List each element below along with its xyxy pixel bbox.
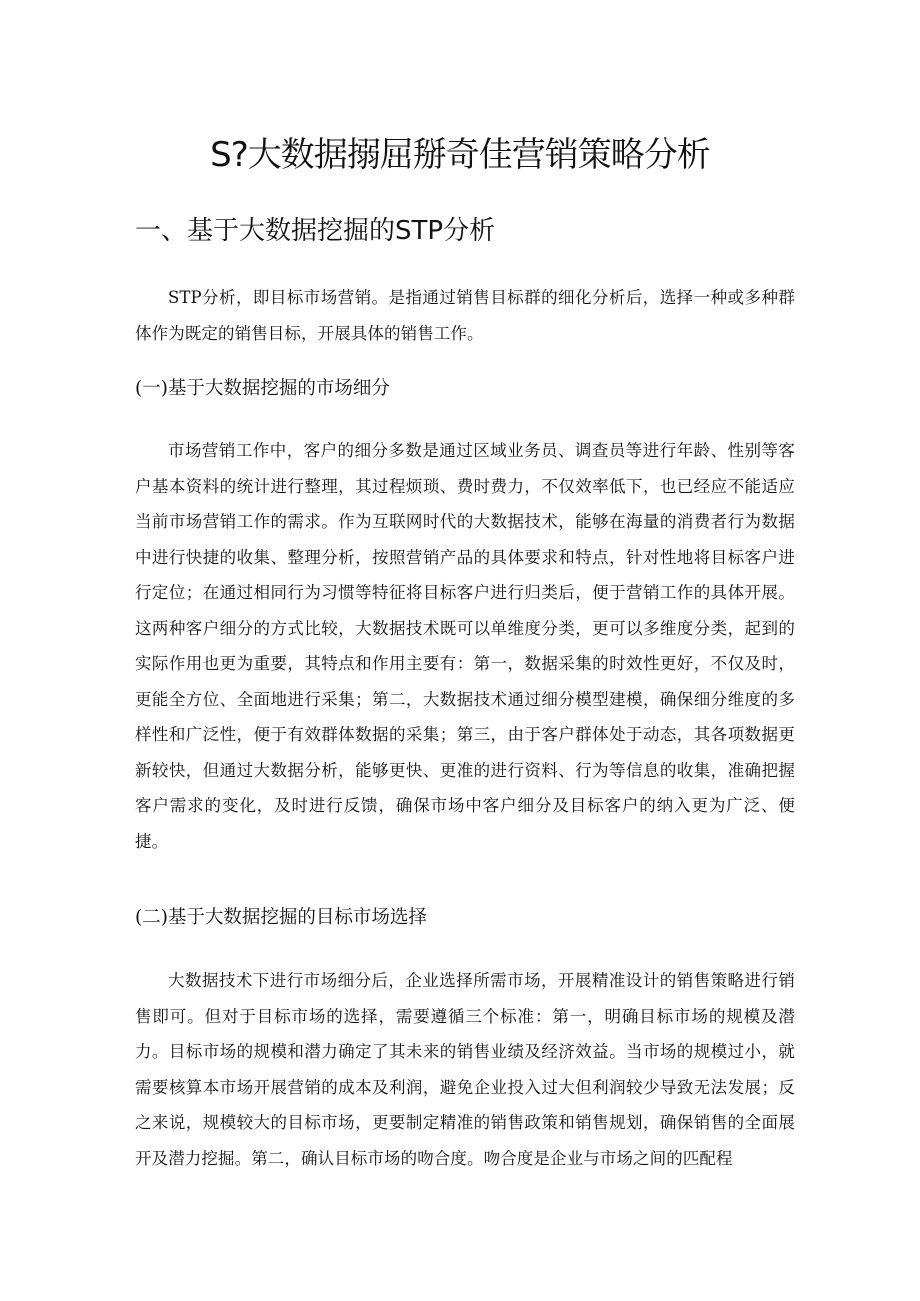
document-title: S?大数据搦屈掰奇佳营销策略分析 [210,135,710,175]
target-market-paragraph: 大数据技术下进行市场细分后，企业选择所需市场，开展精准设计的销售策略进行销售即可。但对于目标市场的选择，需要遵循三个标准：第一，明确目标市场的规模及潜力。目标市场的规模和潜力确定了其未来的销售业绩及经济效益。当市场的规模过小，就需要核算本市场开展营销的成本及利润，避免企业投入过大但利润较少导致无法发展；反之来说，规模较大的目标市场，更要制定精准的销售政策和销售规划，确保销售的全面展开及潜力挖掘。第二，确认目标市场的吻合度。吻合度是企业与市场之间的匹配程 [135,971,795,1168]
segmentation-paragraph: 市场营销工作中，客户的细分多数是通过区域业务员、调查员等进行年龄、性别等客户基本资料的统计进行整理，其过程烦琐、费时费力，不仅效率低下，也已经应不能适应当前市场营销工作的需求。作为互联网时代的大数据技术，能够在海量的消费者行为数据中进行快捷的收集、整理分析，按照营销产品的具体要求和特点，针对性地将目标客户进行定位；在通过相同行为习惯等特征将目标客户进行归类后，便于营销工作的具体开展。这两种客户细分的方式比较，大数据技术既可以单维度分类，更可以多维度分类，起到的实际作用也更为重要，其特点和作用主要有：第一，数据采集的时效性更好，不仅及时，更能全方位、全面地进行采集；第二，大数据技术通过细分模型建模，确保细分维度的多样性和广泛性，便于有效群体数据的采集；第三，由于客户群体处于动态，其各项数据更新较快，但通过大数据分析，能够更快、更准的进行资料、行为等信息的收集，准确把握客户需求的变化，及时进行反馈，确保市场中客户细分及目标客户的纳入更为广泛、便捷。 [135,441,795,851]
subsection-heading-target-market: (二)基于大数据挖掘的目标市场选择 [135,907,427,928]
subsection-heading-segmentation: (一)基于大数据挖掘的市场细分 [135,378,390,399]
section-heading-stp: 一、基于大数据挖掘的STP分析 [135,216,496,246]
intro-paragraph: STP分析，即目标市场营销。是指通过销售目标群的细化分析后，选择一种或多种群体作为既定的销售目标，开展具体的销售工作。 [135,288,795,343]
